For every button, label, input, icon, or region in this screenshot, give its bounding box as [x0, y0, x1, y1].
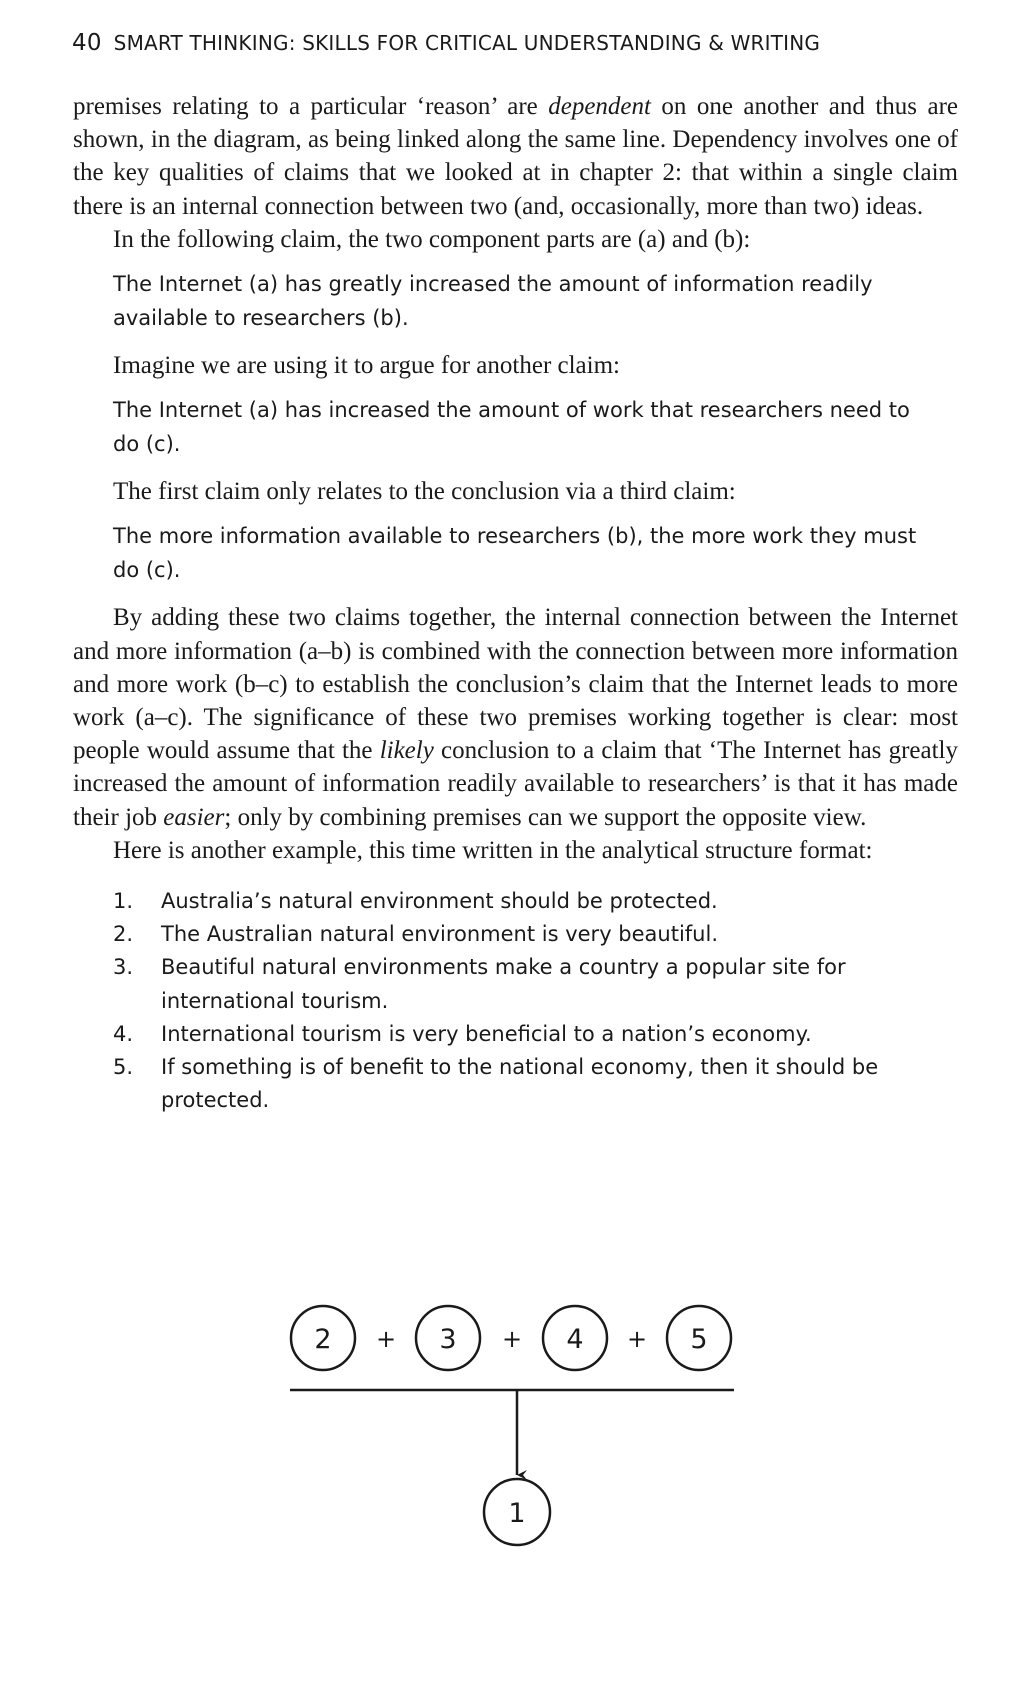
premise-number: 4	[566, 1324, 584, 1355]
premise-node	[416, 1306, 480, 1370]
list-text: The Australian natural environment is very beautiful.	[161, 922, 719, 947]
page-number: 40	[72, 30, 102, 56]
list-text: If something is of benefit to the national economy, then it should be protected.	[161, 1055, 879, 1113]
list-number: 4.	[113, 1021, 134, 1046]
list-text: International tourism is very beneficial to a nation’s economy.	[161, 1021, 812, 1046]
emphasis-likely: likely	[379, 737, 434, 765]
emphasis-dependent: dependent	[548, 93, 651, 120]
page-body	[73, 90, 958, 1117]
list-number: 1.	[113, 889, 134, 914]
paragraph-another-example: Here is another example, this time written in the analytical structure format:	[113, 836, 873, 864]
example-claim-ac: The Internet (a) has increased the amount of work that researchers need to do (c).	[113, 398, 910, 456]
plus-sign: +	[501, 1325, 523, 1353]
paragraph-combining-claims: By adding these two claims together, the internal connection between the Internet and more information (a–b) is combined with the connection between more information and more work (b–c) to establish the conclusion’s claim that the Internet leads to more work (a–c). The significance of these two premises working together is clear: most people would assume that the likely conclusion to a claim that ‘The Internet has greatly increased the amount of information readily available to researchers’ is that it has made their job easier; only by combining premises can we support the opposite view.	[73, 604, 958, 831]
plus-sign: +	[626, 1325, 648, 1353]
premise-number: 2	[314, 1324, 332, 1355]
list-item	[73, 918, 958, 951]
list-number: 5.	[113, 1055, 134, 1080]
running-title: SMART THINKING: SKILLS FOR CRITICAL UNDERSTANDING & WRITING	[113, 31, 821, 55]
plus-sign: +	[375, 1325, 397, 1353]
list-item	[73, 885, 958, 918]
emphasis-easier: easier	[163, 803, 225, 831]
premise-number: 5	[690, 1324, 708, 1355]
list-item	[73, 1051, 958, 1117]
premise-node	[543, 1306, 607, 1370]
paragraph-imagine: Imagine we are using it to argue for another claim:	[113, 352, 620, 380]
argument-structure-diagram	[280, 1295, 740, 1555]
example-claim-bc: The more information available to researchers (b), the more work they must do (c).	[113, 524, 917, 582]
paragraph-third-claim: The first claim only relates to the conclusion via a third claim:	[113, 478, 736, 506]
list-item	[73, 1018, 958, 1051]
list-number: 2.	[113, 922, 134, 947]
premise-number: 3	[439, 1324, 457, 1355]
list-text: Beautiful natural environments make a country a popular site for international tourism.	[161, 955, 846, 1013]
list-item	[73, 951, 958, 1017]
analytical-structure-list	[73, 885, 958, 1117]
paragraph-component-parts: In the following claim, the two component parts are (a) and (b):	[113, 225, 751, 253]
premise-node	[667, 1306, 731, 1370]
paragraph-dependency: premises relating to a particular ‘reason’ are dependent on one another and thus are shown, in the diagram, as being linked along the same line. Dependency involves one of the key qualities of claims that we looked at in chapter 2: that within a single claim there is an internal connection between two (and, occasionally, more than two) ideas.	[73, 93, 958, 220]
list-text: Australia’s natural environment should be protected.	[161, 889, 718, 914]
example-claim-ab: The Internet (a) has greatly increased the amount of information readily available to researchers (b).	[113, 272, 873, 330]
conclusion-number: 1	[508, 1498, 526, 1529]
running-header	[72, 30, 820, 56]
premise-node	[291, 1306, 355, 1370]
list-number: 3.	[113, 955, 134, 980]
conclusion-node	[484, 1479, 550, 1545]
